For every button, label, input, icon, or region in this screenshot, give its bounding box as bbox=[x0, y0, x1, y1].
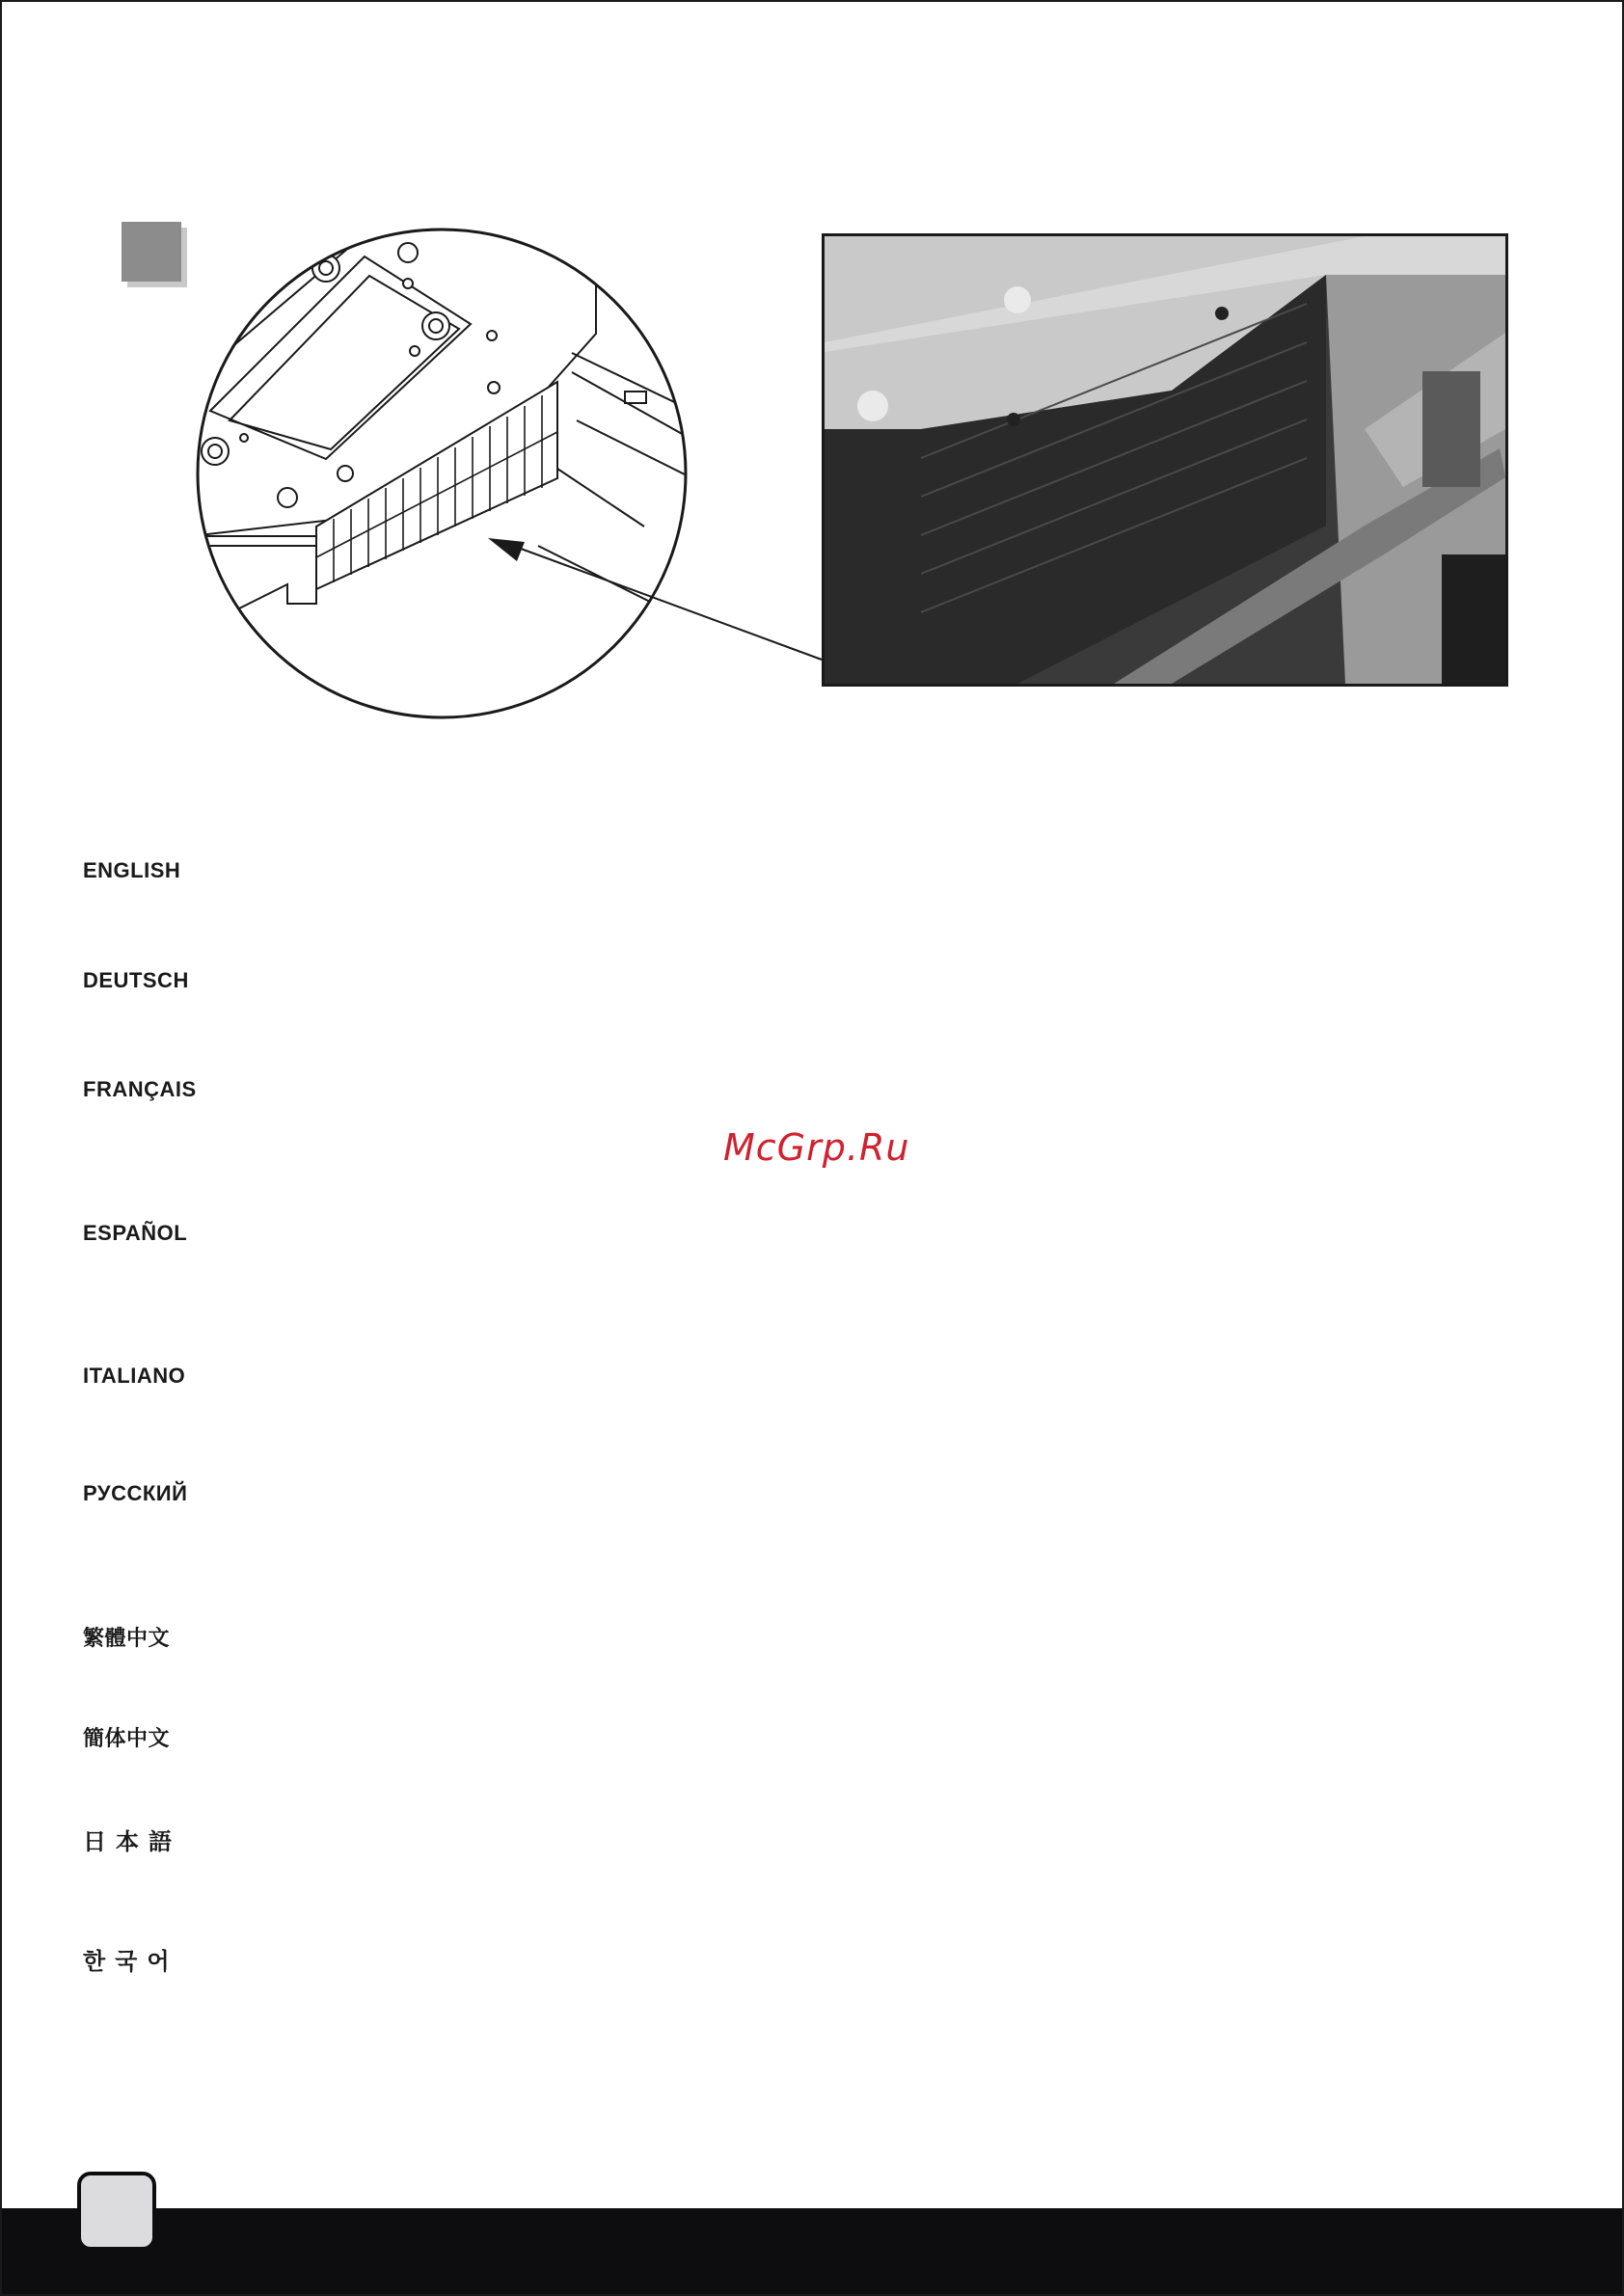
language-label-korean: 한국어 bbox=[83, 1949, 179, 1975]
language-label-simplified-chinese: 簡体中文 bbox=[83, 1726, 171, 1750]
page-number-box bbox=[77, 2172, 156, 2251]
language-label-italiano: ITALIANO bbox=[83, 1364, 186, 1388]
language-label-deutsch: DEUTSCH bbox=[83, 968, 189, 992]
language-label-japanese: 日本語 bbox=[83, 1829, 181, 1855]
language-label-traditional-chinese: 繁體中文 bbox=[83, 1626, 171, 1650]
bracket-diagram bbox=[191, 218, 692, 729]
step-marker-square bbox=[122, 222, 181, 282]
language-label-francais: FRANÇAIS bbox=[83, 1077, 197, 1101]
language-label-russian: РУССКИЙ bbox=[83, 1481, 188, 1505]
language-label-english: ENGLISH bbox=[83, 858, 181, 882]
footer-bar bbox=[2, 2208, 1624, 2296]
watermark-text: McGrp.Ru bbox=[723, 1126, 910, 1169]
card-photo bbox=[822, 233, 1508, 687]
language-label-espanol: ESPAÑOL bbox=[83, 1221, 188, 1245]
